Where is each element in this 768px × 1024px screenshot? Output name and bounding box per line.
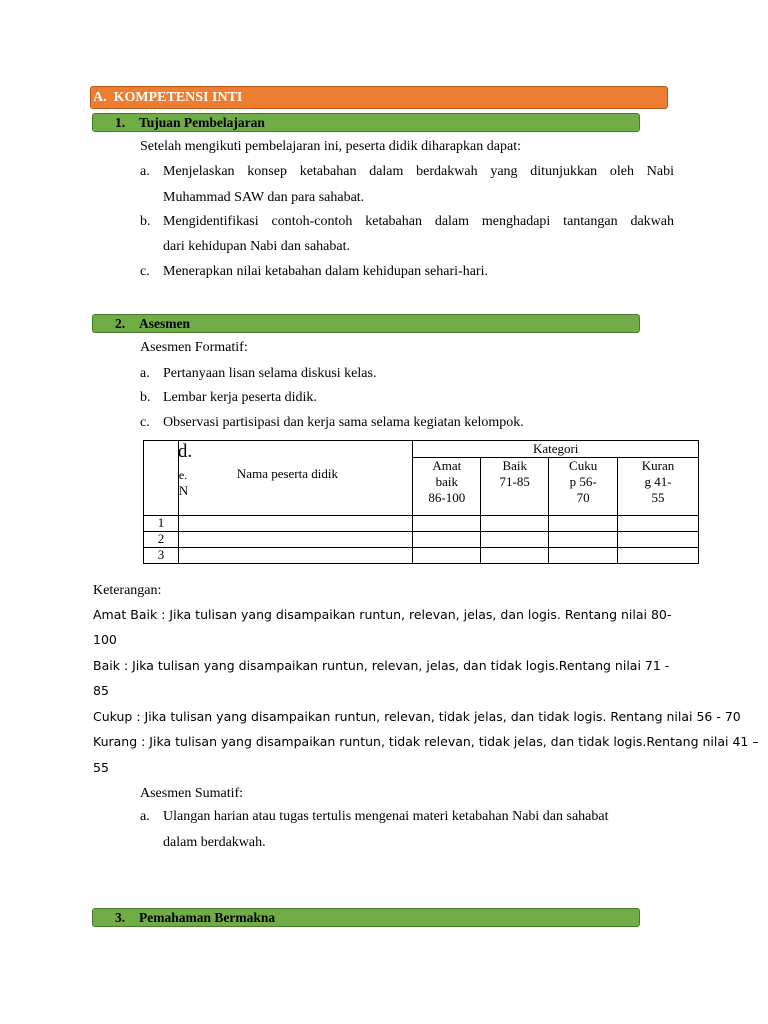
- section-1-intro: Setelah mengikuti pembelajaran ini, peserta didik diharapkan dapat:: [140, 139, 521, 154]
- header-name-cell: [178, 441, 412, 516]
- row-cell: [618, 548, 699, 564]
- category-line: Kuran: [641, 458, 675, 473]
- list-item-text: Lembar kerja peserta didik.: [163, 390, 317, 405]
- keterangan-cukup: Cukup : Jika tulisan yang disampaikan runtun, relevan, tidak jelas, dan tidak logis. Rentang nilai 56 - 70: [93, 709, 741, 724]
- list-letter: c.: [140, 415, 150, 430]
- list-letter: a.: [140, 164, 150, 179]
- keterangan-amat-baik: Amat Baik : Jika tulisan yang disampaikan runtun, relevan, jelas, dan logis. Rentang nilai 80-: [93, 607, 672, 622]
- header-no-fragment-e: e.: [178, 468, 188, 482]
- header-number-cell: [144, 441, 179, 516]
- section-a-header: [90, 86, 668, 109]
- row-cell: [481, 548, 549, 564]
- category-line: 71-85: [499, 474, 530, 489]
- list-item-text: Pertanyaan lisan selama diskusi kelas.: [163, 366, 377, 381]
- list-item-text: Ulangan harian atau tugas tertulis mengenai materi ketabahan Nabi dan sahabat: [163, 809, 609, 824]
- list-item-text: dalam berdakwah.: [163, 835, 266, 850]
- list-item-text: Observasi partisipasi dan kerja sama selama kegiatan kelompok.: [163, 415, 524, 430]
- category-line: 70: [576, 490, 590, 505]
- formatif-title: Asesmen Formatif:: [140, 340, 248, 355]
- section-2-header: [92, 314, 640, 333]
- row-name-cell: [178, 548, 412, 564]
- row-number: 3: [144, 548, 179, 564]
- table-row: [144, 516, 699, 532]
- header-category-baik: [481, 458, 549, 516]
- row-cell: [618, 532, 699, 548]
- row-cell: [549, 516, 618, 532]
- list-item-text: Muhammad SAW dan para sahabat.: [163, 190, 365, 205]
- list-letter: a.: [140, 809, 150, 824]
- section-3-header: [92, 908, 640, 927]
- row-cell: [549, 548, 618, 564]
- header-category-kurang: [618, 458, 699, 516]
- row-cell: [481, 532, 549, 548]
- section-3-number: 3.: [115, 910, 126, 925]
- row-number: 1: [144, 516, 179, 532]
- row-name-cell: [178, 516, 412, 532]
- header-kategori: Kategori: [413, 441, 699, 458]
- category-line: Amat: [432, 458, 462, 473]
- section-a-title: KOMPETENSI INTI: [113, 90, 243, 105]
- category-line: 86-100: [428, 490, 466, 505]
- row-cell: [549, 532, 618, 548]
- category-line: Baik: [502, 458, 527, 473]
- section-3-title: Pemahaman Bermakna: [139, 910, 276, 925]
- header-no-fragment-n: N: [178, 483, 189, 498]
- section-1-number: 1.: [115, 115, 126, 130]
- category-line: g 41-: [644, 474, 672, 489]
- row-cell: [413, 516, 481, 532]
- header-name-label: Nama peserta didik: [236, 466, 338, 481]
- keterangan-baik-cont: 85: [93, 683, 109, 698]
- list-item-text: Menerapkan nilai ketabahan dalam kehidupan sehari-hari.: [163, 264, 488, 279]
- section-2-number: 2.: [115, 316, 126, 331]
- keterangan-kurang: Kurang : Jika tulisan yang disampaikan runtun, tidak relevan, tidak jelas, dan tidak logis.Rentang nilai 41 –: [93, 734, 759, 749]
- list-letter: a.: [140, 366, 150, 381]
- category-line: 55: [651, 490, 665, 505]
- list-letter: c.: [140, 264, 150, 279]
- section-2-title: Asesmen: [139, 316, 190, 331]
- header-category-amat-baik: [413, 458, 481, 516]
- list-letter: b.: [140, 390, 151, 405]
- row-number: 2: [144, 532, 179, 548]
- list-letter: b.: [140, 214, 151, 229]
- keterangan-amat-baik-cont: 100: [93, 632, 117, 647]
- row-cell: [618, 516, 699, 532]
- row-cell: [413, 548, 481, 564]
- header-no-fragment-d: d.: [177, 441, 193, 462]
- row-cell: [481, 516, 549, 532]
- sumatif-title: Asesmen Sumatif:: [140, 786, 244, 801]
- category-line: baik: [435, 474, 459, 489]
- table-row: [144, 532, 699, 548]
- section-a-label: A.: [93, 90, 107, 105]
- keterangan-title: Keterangan:: [93, 583, 162, 598]
- category-line: p 56-: [569, 474, 597, 489]
- table-row: [144, 548, 699, 564]
- assessment-table: [143, 440, 699, 564]
- list-item-text: dari kehidupan Nabi dan sahabat.: [163, 239, 350, 254]
- list-item-text: Mengidentifikasi contoh-contoh ketabahan dalam menghadapi tantangan dakwah: [163, 214, 674, 229]
- row-cell: [413, 532, 481, 548]
- section-1-title: Tujuan Pembelajaran: [139, 115, 265, 130]
- list-item-text: Menjelaskan konsep ketabahan dalam berdakwah yang ditunjukkan oleh Nabi: [163, 164, 674, 179]
- keterangan-baik: Baik : Jika tulisan yang disampaikan runtun, relevan, jelas, dan tidak logis.Rentang nilai 71 -: [93, 658, 670, 673]
- header-category-cukup: [549, 458, 618, 516]
- section-1-header: [92, 113, 640, 132]
- row-name-cell: [178, 532, 412, 548]
- keterangan-kurang-cont: 55: [93, 760, 109, 775]
- category-line: Cuku: [569, 458, 598, 473]
